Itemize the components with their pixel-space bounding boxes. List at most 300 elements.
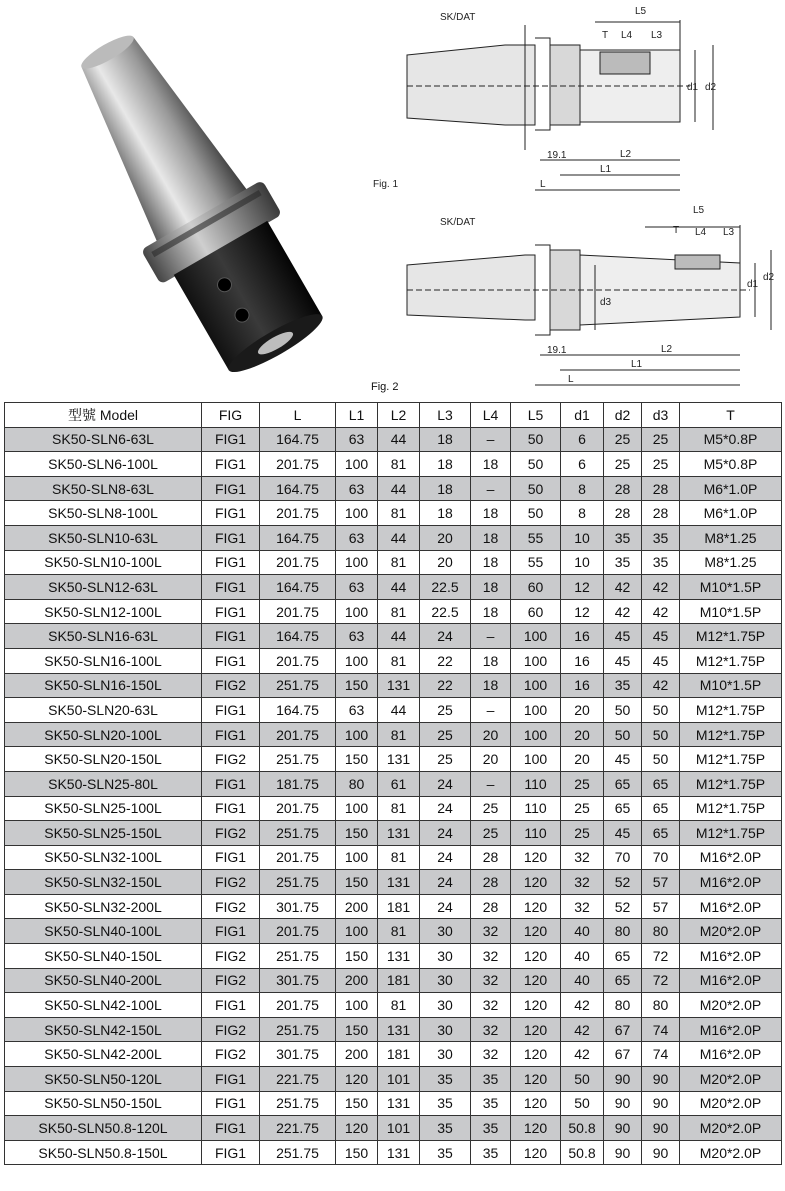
cell-d2: 65 (604, 944, 642, 969)
cell-l3: 22.5 (420, 599, 471, 624)
cell-fig: FIG1 (202, 1067, 260, 1092)
cell-l2: 81 (378, 648, 420, 673)
fig2-l3-label: L3 (723, 227, 735, 238)
cell-d2: 25 (604, 452, 642, 477)
cell-l3: 24 (420, 821, 471, 846)
cell-d2: 25 (604, 427, 642, 452)
table-row (5, 476, 782, 501)
cell-l5: 50 (511, 501, 561, 526)
fig1-l2-label: L2 (620, 149, 632, 160)
cell-d2: 90 (604, 1116, 642, 1141)
cell-d3: 35 (642, 525, 680, 550)
cell-fig: FIG1 (202, 599, 260, 624)
fig1-l-label: L (540, 179, 546, 190)
cell-l4: 35 (471, 1067, 511, 1092)
cell-l2: 44 (378, 427, 420, 452)
fig2-191-label: 19.1 (547, 345, 567, 356)
cell-fig: FIG2 (202, 894, 260, 919)
cell-l4: 18 (471, 525, 511, 550)
cell-l2: 81 (378, 796, 420, 821)
cell-l2: 181 (378, 894, 420, 919)
cell-l1: 100 (336, 452, 378, 477)
cell-d1: 10 (561, 525, 604, 550)
cell-l1: 150 (336, 673, 378, 698)
cell-l4: 28 (471, 870, 511, 895)
cell-d3: 80 (642, 919, 680, 944)
cell-d3: 50 (642, 722, 680, 747)
cell-fig: FIG2 (202, 944, 260, 969)
cell-l4: 25 (471, 821, 511, 846)
cell-t: M12*1.75P (680, 796, 782, 821)
cell-d3: 45 (642, 648, 680, 673)
cell-l4: – (471, 476, 511, 501)
table-row (5, 1140, 782, 1165)
cell-fig: FIG1 (202, 698, 260, 723)
table-row (5, 698, 782, 723)
cell-model: SK50-SLN40-100L (5, 919, 202, 944)
cell-d2: 42 (604, 575, 642, 600)
cell-d3: 72 (642, 944, 680, 969)
cell-l3: 35 (420, 1116, 471, 1141)
cell-l5: 120 (511, 870, 561, 895)
cell-d2: 80 (604, 919, 642, 944)
cell-l2: 81 (378, 722, 420, 747)
cell-model: SK50-SLN16-63L (5, 624, 202, 649)
cell-l5: 120 (511, 1042, 561, 1067)
table-row (5, 624, 782, 649)
table-row (5, 993, 782, 1018)
cell-l1: 100 (336, 993, 378, 1018)
cell-model: SK50-SLN16-150L (5, 673, 202, 698)
cell-l3: 20 (420, 550, 471, 575)
cell-d1: 25 (561, 821, 604, 846)
col-header-l: L (260, 403, 336, 428)
cell-fig: FIG1 (202, 525, 260, 550)
cell-d1: 8 (561, 476, 604, 501)
cell-d1: 6 (561, 452, 604, 477)
cell-fig: FIG1 (202, 476, 260, 501)
cell-l: 221.75 (260, 1067, 336, 1092)
cell-d1: 32 (561, 845, 604, 870)
cell-l4: 20 (471, 722, 511, 747)
cell-l2: 181 (378, 1042, 420, 1067)
cell-d1: 32 (561, 870, 604, 895)
cell-fig: FIG2 (202, 1042, 260, 1067)
fig2-drawing (395, 205, 780, 395)
cell-d2: 45 (604, 624, 642, 649)
product-photo (10, 20, 380, 370)
cell-fig: FIG1 (202, 575, 260, 600)
cell-l5: 100 (511, 624, 561, 649)
cell-t: M16*2.0P (680, 968, 782, 993)
cell-l3: 30 (420, 919, 471, 944)
cell-l3: 30 (420, 1042, 471, 1067)
cell-model: SK50-SLN50-120L (5, 1067, 202, 1092)
cell-t: M10*1.5P (680, 599, 782, 624)
cell-l2: 131 (378, 944, 420, 969)
cell-l4: 18 (471, 501, 511, 526)
cell-l4: 32 (471, 993, 511, 1018)
fig1-l3-label: L3 (651, 30, 663, 41)
cell-d1: 25 (561, 796, 604, 821)
cell-fig: FIG2 (202, 747, 260, 772)
cell-t: M6*1.0P (680, 476, 782, 501)
table-row (5, 1067, 782, 1092)
cell-t: M12*1.75P (680, 648, 782, 673)
cell-t: M6*1.0P (680, 501, 782, 526)
cell-l2: 81 (378, 452, 420, 477)
table-row (5, 1116, 782, 1141)
cell-d3: 65 (642, 771, 680, 796)
cell-t: M10*1.5P (680, 673, 782, 698)
cell-l1: 200 (336, 1042, 378, 1067)
tool-holder-illustration (10, 20, 380, 370)
cell-d2: 50 (604, 722, 642, 747)
cell-l: 201.75 (260, 919, 336, 944)
cell-d1: 50 (561, 1091, 604, 1116)
cell-l2: 44 (378, 698, 420, 723)
cell-d2: 52 (604, 870, 642, 895)
col-header-l1: L1 (336, 403, 378, 428)
fig1-caption: Fig. 1 (373, 179, 399, 190)
cell-model: SK50-SLN12-100L (5, 599, 202, 624)
cell-fig: FIG1 (202, 648, 260, 673)
cell-d3: 28 (642, 501, 680, 526)
cell-t: M20*2.0P (680, 919, 782, 944)
cell-d1: 25 (561, 771, 604, 796)
table-row (5, 821, 782, 846)
cell-l3: 25 (420, 747, 471, 772)
cell-d3: 57 (642, 894, 680, 919)
table-row (5, 870, 782, 895)
cell-l5: 110 (511, 796, 561, 821)
table-row (5, 501, 782, 526)
cell-l3: 18 (420, 427, 471, 452)
cell-l: 251.75 (260, 944, 336, 969)
cell-l4: 20 (471, 747, 511, 772)
cell-l4: 18 (471, 575, 511, 600)
cell-l3: 22.5 (420, 575, 471, 600)
cell-l5: 120 (511, 1067, 561, 1092)
cell-model: SK50-SLN10-100L (5, 550, 202, 575)
cell-l1: 150 (336, 870, 378, 895)
cell-model: SK50-SLN40-150L (5, 944, 202, 969)
cell-fig: FIG1 (202, 722, 260, 747)
cell-l1: 150 (336, 1017, 378, 1042)
cell-l1: 63 (336, 476, 378, 501)
table-row (5, 845, 782, 870)
cell-l4: 18 (471, 648, 511, 673)
cell-model: SK50-SLN50-150L (5, 1091, 202, 1116)
cell-fig: FIG2 (202, 968, 260, 993)
cell-l: 164.75 (260, 427, 336, 452)
cell-model: SK50-SLN8-100L (5, 501, 202, 526)
cell-model: SK50-SLN32-100L (5, 845, 202, 870)
fig2-d2-label: d2 (763, 272, 775, 283)
cell-l1: 200 (336, 968, 378, 993)
cell-l4: – (471, 698, 511, 723)
cell-d1: 42 (561, 1042, 604, 1067)
table-row (5, 919, 782, 944)
cell-fig: FIG1 (202, 1140, 260, 1165)
fig2-l4-label: L4 (695, 227, 707, 238)
cell-d1: 50.8 (561, 1140, 604, 1165)
cell-l1: 150 (336, 747, 378, 772)
cell-fig: FIG1 (202, 845, 260, 870)
cell-d2: 70 (604, 845, 642, 870)
col-header-model: 型號 Model (5, 403, 202, 428)
cell-l5: 50 (511, 427, 561, 452)
cell-model: SK50-SLN16-100L (5, 648, 202, 673)
cell-model: SK50-SLN6-63L (5, 427, 202, 452)
cell-d2: 90 (604, 1067, 642, 1092)
cell-t: M16*2.0P (680, 894, 782, 919)
cell-l3: 18 (420, 501, 471, 526)
cell-fig: FIG1 (202, 427, 260, 452)
cell-d3: 57 (642, 870, 680, 895)
col-header-l3: L3 (420, 403, 471, 428)
cell-l3: 30 (420, 944, 471, 969)
cell-l1: 100 (336, 722, 378, 747)
cell-l4: 18 (471, 550, 511, 575)
cell-l: 201.75 (260, 599, 336, 624)
cell-l: 201.75 (260, 452, 336, 477)
cell-d2: 67 (604, 1017, 642, 1042)
cell-l3: 18 (420, 452, 471, 477)
cell-l4: 35 (471, 1140, 511, 1165)
cell-model: SK50-SLN50.8-120L (5, 1116, 202, 1141)
cell-l: 164.75 (260, 476, 336, 501)
cell-d3: 90 (642, 1067, 680, 1092)
cell-t: M20*2.0P (680, 1091, 782, 1116)
cell-d3: 50 (642, 747, 680, 772)
table-row (5, 894, 782, 919)
cell-l: 164.75 (260, 624, 336, 649)
cell-l3: 35 (420, 1140, 471, 1165)
cell-t: M12*1.75P (680, 698, 782, 723)
cell-d3: 42 (642, 673, 680, 698)
cell-l1: 150 (336, 1091, 378, 1116)
cell-t: M10*1.5P (680, 575, 782, 600)
cell-d3: 35 (642, 550, 680, 575)
fig1-l4-label: L4 (621, 30, 633, 41)
cell-model: SK50-SLN25-150L (5, 821, 202, 846)
col-header-t: T (680, 403, 782, 428)
cell-d2: 35 (604, 673, 642, 698)
cell-model: SK50-SLN20-100L (5, 722, 202, 747)
cell-l4: – (471, 427, 511, 452)
cell-d2: 52 (604, 894, 642, 919)
cell-fig: FIG1 (202, 771, 260, 796)
cell-d2: 42 (604, 599, 642, 624)
cell-model: SK50-SLN42-150L (5, 1017, 202, 1042)
cell-l4: 28 (471, 894, 511, 919)
cell-l: 301.75 (260, 894, 336, 919)
cell-model: SK50-SLN40-200L (5, 968, 202, 993)
cell-l3: 30 (420, 993, 471, 1018)
cell-d1: 16 (561, 624, 604, 649)
cell-d2: 28 (604, 501, 642, 526)
cell-l3: 30 (420, 968, 471, 993)
cell-l4: 25 (471, 796, 511, 821)
col-header-fig: FIG (202, 403, 260, 428)
cell-l2: 131 (378, 673, 420, 698)
cell-l2: 81 (378, 599, 420, 624)
cell-d2: 45 (604, 821, 642, 846)
cell-l2: 181 (378, 968, 420, 993)
cell-fig: FIG1 (202, 796, 260, 821)
cell-l3: 22 (420, 673, 471, 698)
cell-l: 201.75 (260, 796, 336, 821)
cell-l: 201.75 (260, 550, 336, 575)
fig1-t-label: T (602, 30, 609, 41)
cell-l5: 120 (511, 919, 561, 944)
cell-l1: 150 (336, 944, 378, 969)
cell-l1: 120 (336, 1116, 378, 1141)
cell-t: M12*1.75P (680, 771, 782, 796)
cell-l: 251.75 (260, 1017, 336, 1042)
table-row (5, 771, 782, 796)
fig1-drawing (373, 0, 780, 190)
cell-l4: – (471, 624, 511, 649)
cell-d1: 42 (561, 1017, 604, 1042)
cell-model: SK50-SLN20-63L (5, 698, 202, 723)
fig1-sk-label: SK/DAT (440, 12, 476, 23)
cell-l5: 120 (511, 1140, 561, 1165)
cell-d1: 6 (561, 427, 604, 452)
table-row (5, 673, 782, 698)
cell-d3: 42 (642, 599, 680, 624)
cell-l2: 81 (378, 845, 420, 870)
cell-fig: FIG2 (202, 1017, 260, 1042)
cell-l1: 63 (336, 624, 378, 649)
cell-l2: 44 (378, 624, 420, 649)
cell-l: 164.75 (260, 575, 336, 600)
cell-l3: 24 (420, 796, 471, 821)
cell-l2: 131 (378, 747, 420, 772)
cell-d3: 28 (642, 476, 680, 501)
cell-t: M16*2.0P (680, 1017, 782, 1042)
cell-l4: 32 (471, 1017, 511, 1042)
table-row (5, 648, 782, 673)
cell-t: M5*0.8P (680, 427, 782, 452)
table-body (5, 427, 782, 1165)
table-row (5, 575, 782, 600)
cell-l2: 131 (378, 821, 420, 846)
cell-d2: 50 (604, 698, 642, 723)
cell-d1: 40 (561, 919, 604, 944)
cell-d1: 40 (561, 968, 604, 993)
cell-d2: 65 (604, 771, 642, 796)
cell-d3: 70 (642, 845, 680, 870)
cell-l: 251.75 (260, 747, 336, 772)
cell-fig: FIG2 (202, 673, 260, 698)
cell-l2: 81 (378, 993, 420, 1018)
cell-l1: 120 (336, 1067, 378, 1092)
cell-d1: 10 (561, 550, 604, 575)
cell-fig: FIG1 (202, 919, 260, 944)
fig2-l2-label: L2 (661, 344, 673, 355)
cell-d2: 28 (604, 476, 642, 501)
cell-l: 201.75 (260, 648, 336, 673)
cell-l: 221.75 (260, 1116, 336, 1141)
cell-t: M12*1.75P (680, 722, 782, 747)
cell-l: 301.75 (260, 968, 336, 993)
cell-d3: 25 (642, 452, 680, 477)
cell-l2: 131 (378, 1091, 420, 1116)
cell-d3: 25 (642, 427, 680, 452)
table-row (5, 599, 782, 624)
cell-l: 201.75 (260, 501, 336, 526)
cell-d1: 40 (561, 944, 604, 969)
cell-l3: 24 (420, 870, 471, 895)
cell-model: SK50-SLN25-100L (5, 796, 202, 821)
table-row (5, 452, 782, 477)
cell-t: M20*2.0P (680, 1140, 782, 1165)
cell-l: 201.75 (260, 993, 336, 1018)
cell-l3: 25 (420, 698, 471, 723)
cell-model: SK50-SLN42-100L (5, 993, 202, 1018)
cell-l1: 100 (336, 501, 378, 526)
table-row (5, 722, 782, 747)
cell-d2: 90 (604, 1091, 642, 1116)
fig2-d1-label: d1 (747, 279, 759, 290)
table-row (5, 747, 782, 772)
fig2-t-label: T (673, 225, 680, 236)
cell-model: SK50-SLN25-80L (5, 771, 202, 796)
cell-l: 164.75 (260, 525, 336, 550)
cell-l1: 80 (336, 771, 378, 796)
cell-d2: 45 (604, 648, 642, 673)
cell-model: SK50-SLN32-150L (5, 870, 202, 895)
cell-d1: 42 (561, 993, 604, 1018)
cell-d3: 65 (642, 821, 680, 846)
cell-l5: 110 (511, 771, 561, 796)
cell-l5: 100 (511, 722, 561, 747)
cell-t: M16*2.0P (680, 1042, 782, 1067)
cell-l1: 150 (336, 1140, 378, 1165)
cell-d3: 50 (642, 698, 680, 723)
cell-d3: 74 (642, 1042, 680, 1067)
cell-l2: 44 (378, 476, 420, 501)
cell-l: 251.75 (260, 870, 336, 895)
cell-l: 181.75 (260, 771, 336, 796)
cell-t: M5*0.8P (680, 452, 782, 477)
cell-l3: 24 (420, 845, 471, 870)
table-header-row (5, 403, 782, 428)
cell-d3: 90 (642, 1091, 680, 1116)
cell-l4: 35 (471, 1116, 511, 1141)
cell-d3: 90 (642, 1140, 680, 1165)
cell-t: M20*2.0P (680, 1116, 782, 1141)
cell-l3: 24 (420, 624, 471, 649)
cell-d2: 65 (604, 968, 642, 993)
cell-fig: FIG1 (202, 501, 260, 526)
cell-d3: 72 (642, 968, 680, 993)
cell-model: SK50-SLN42-200L (5, 1042, 202, 1067)
cell-l: 201.75 (260, 722, 336, 747)
cell-fig: FIG1 (202, 1091, 260, 1116)
cell-l5: 120 (511, 993, 561, 1018)
cell-l1: 63 (336, 698, 378, 723)
cell-l: 251.75 (260, 1091, 336, 1116)
cell-l3: 30 (420, 1017, 471, 1042)
cell-l4: 32 (471, 944, 511, 969)
fig1-191-label: 19.1 (547, 150, 567, 161)
cell-l3: 25 (420, 722, 471, 747)
cell-model: SK50-SLN12-63L (5, 575, 202, 600)
fig2-d3-label: d3 (600, 297, 612, 308)
